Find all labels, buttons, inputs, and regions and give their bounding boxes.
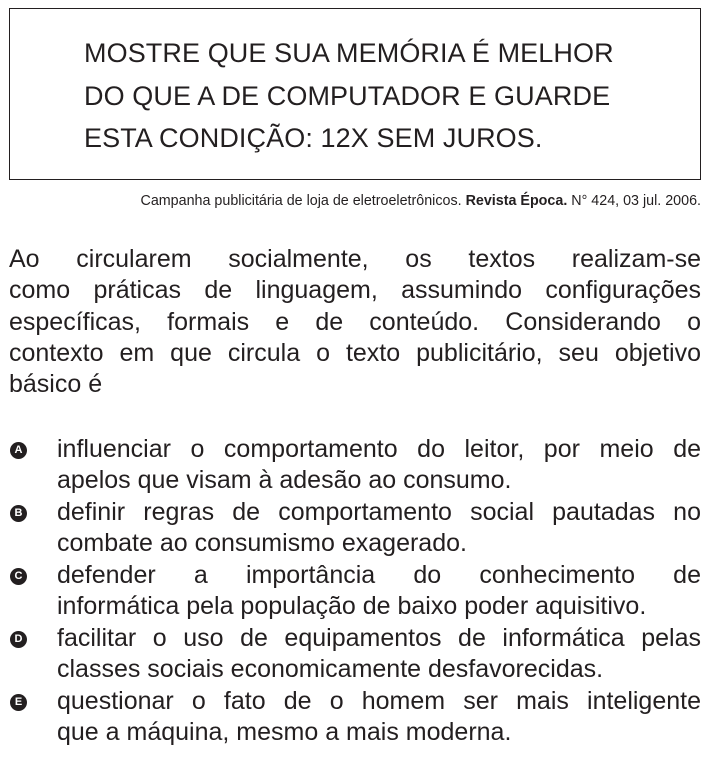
source-citation	[141, 192, 702, 210]
advertisement-line: ESTA CONDIÇÃO: 12X SEM JUROS.	[84, 123, 543, 153]
option-letter-badge: B	[10, 505, 27, 522]
option-letter-badge: C	[10, 568, 27, 585]
option-text	[57, 434, 701, 497]
question-line: básico é	[9, 370, 103, 399]
option-letter-badge: E	[10, 694, 27, 711]
option-line: defender a importância do conhecimento de	[57, 561, 701, 589]
option-text	[57, 497, 701, 560]
option-text	[57, 686, 701, 749]
question-line: como práticas de linguagem, assumindo configurações	[9, 276, 701, 305]
question-line: Ao circularem socialmente, os textos realizam-se	[9, 245, 701, 273]
source-prefix: Campanha publicitária de loja de eletroeletrônicos.	[140, 193, 462, 209]
advertisement-box	[9, 8, 701, 180]
option-text	[57, 560, 701, 623]
option-line: influenciar o comportamento do leitor, por meio de	[57, 435, 701, 463]
option-line: apelos que visam à adesão ao consumo.	[57, 466, 512, 495]
advertisement-line: MOSTRE QUE SUA MEMÓRIA É MELHOR	[84, 38, 614, 68]
question-stem	[9, 244, 701, 400]
option-line: definir regras de comportamento social pautadas no	[57, 498, 701, 526]
option-text	[57, 623, 701, 686]
advertisement-line: DO QUE A DE COMPUTADOR E GUARDE	[84, 81, 611, 111]
option-line: facilitar o uso de equipamentos de informática pelas	[57, 624, 701, 652]
option-line: questionar o fato de o homem ser mais inteligente	[57, 687, 701, 715]
option-line: classes sociais economicamente desfavorecidas.	[57, 655, 604, 684]
option-line: que a máquina, mesmo a mais moderna.	[57, 718, 512, 747]
question-line: contexto em que circula o texto publicitário, seu objetivo	[9, 338, 701, 367]
source-publication: Revista Época.	[465, 193, 568, 209]
question-line: específicas, formais e de conteúdo. Considerando o	[9, 307, 701, 336]
option-letter-badge: D	[10, 631, 27, 648]
source-suffix: N° 424, 03 jul. 2006.	[571, 193, 701, 209]
option-letter-badge: A	[10, 442, 27, 459]
option-line: informática pela população de baixo poder aquisitivo.	[57, 592, 647, 621]
option-line: combate ao consumismo exagerado.	[57, 529, 467, 558]
